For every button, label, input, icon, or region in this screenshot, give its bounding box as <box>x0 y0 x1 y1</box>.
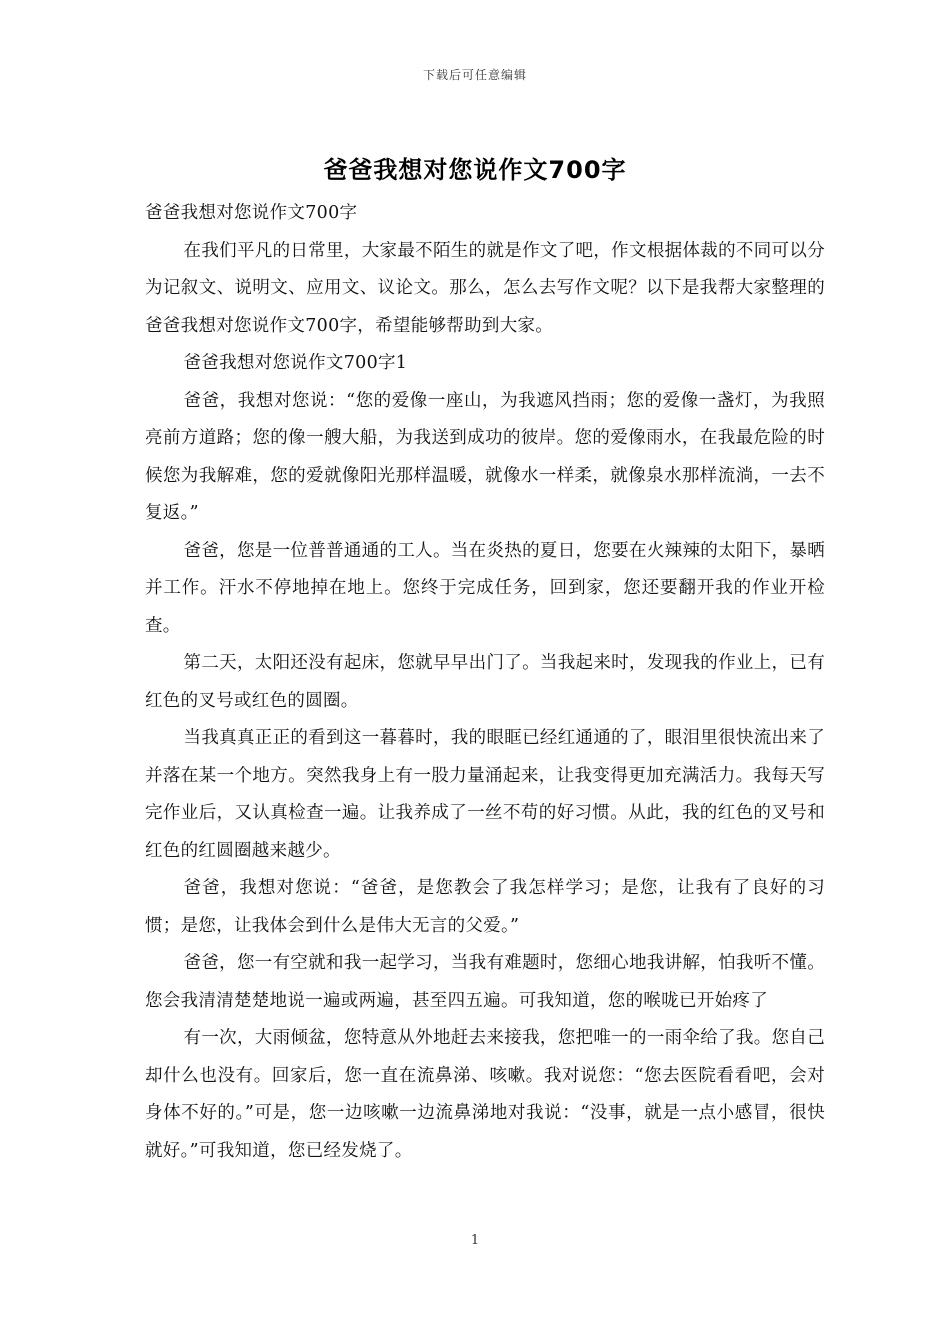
document-subtitle: 爸爸我想对您说作文700字 <box>145 203 358 223</box>
page-header-note: 下载后可任意编辑 <box>422 68 527 82</box>
paragraph: 第二天，太阳还没有起床，您就早早出门了。当我起来时，发现我的作业上，已有红色的叉号或红色的圆圈。 <box>145 653 825 711</box>
paragraph: 爸爸，我想对您说：“爸爸，是您教会了我怎样学习；是您，让我有了良好的习惯；是您，让我体会到什么是伟大无言的父爱。” <box>145 878 825 936</box>
document-title: 爸爸我想对您说作文700字 <box>323 156 627 184</box>
paragraph-intro: 在我们平凡的日常里，大家最不陌生的就是作文了吧，作文根据体裁的不同可以分为记叙文、说明文、应用文、议论文。那么，怎么去写作文呢？以下是我帮大家整理的爸爸我想对您说作文700字，希望能够帮助到大家。 <box>145 240 825 336</box>
document-body <box>145 195 825 1170</box>
section-heading: 爸爸我想对您说作文700字1 <box>183 353 408 373</box>
paragraph: 当我真真正正的看到这一暮暮时，我的眼眶已经红通通的了，眼泪里很快流出来了并落在某一个地方。突然我身上有一股力量涌起来，让我变得更加充满活力。我每天写完作业后，又认真检查一遍。让我养成了一丝不苟的好习惯。从此，我的红色的叉号和红色的红圆圈越来越少。 <box>145 728 825 861</box>
paragraph: 爸爸，您一有空就和我一起学习，当我有难题时，您细心地我讲解，怕我听不懂。您会我清清楚楚地说一遍或两遍，甚至四五遍。可我知道，您的喉咙已开始疼了 <box>145 953 825 1011</box>
paragraph: 爸爸，您是一位普普通通的工人。当在炎热的夏日，您要在火辣辣的太阳下，暴晒并工作。汗水不停地掉在地上。您终于完成任务，回到家，您还要翻开我的作业开检查。 <box>145 540 825 636</box>
paragraph: 爸爸，我想对您说：“您的爱像一座山，为我遮风挡雨；您的爱像一盏灯，为我照亮前方道路；您的像一艘大船，为我送到成功的彼岸。您的爱像雨水，在我最危险的时候您为我解难，您的爱就像阳光那样温暖，就像水一样柔，就像泉水那样流淌，一去不复返。” <box>145 390 825 523</box>
page-number: 1 <box>470 1233 480 1248</box>
paragraph: 有一次，大雨倾盆，您特意从外地赶去来接我，您把唯一的一雨伞给了我。您自己却什么也没有。回家后，您一直在流鼻涕、咳嗽。我对说您：“您去医院看看吧，会对身体不好的。”可是，您一边咳嗽一边流鼻涕地对我说：“没事，就是一点小感冒，很快就好。”可我知道，您已经发烧了。 <box>145 1028 825 1161</box>
